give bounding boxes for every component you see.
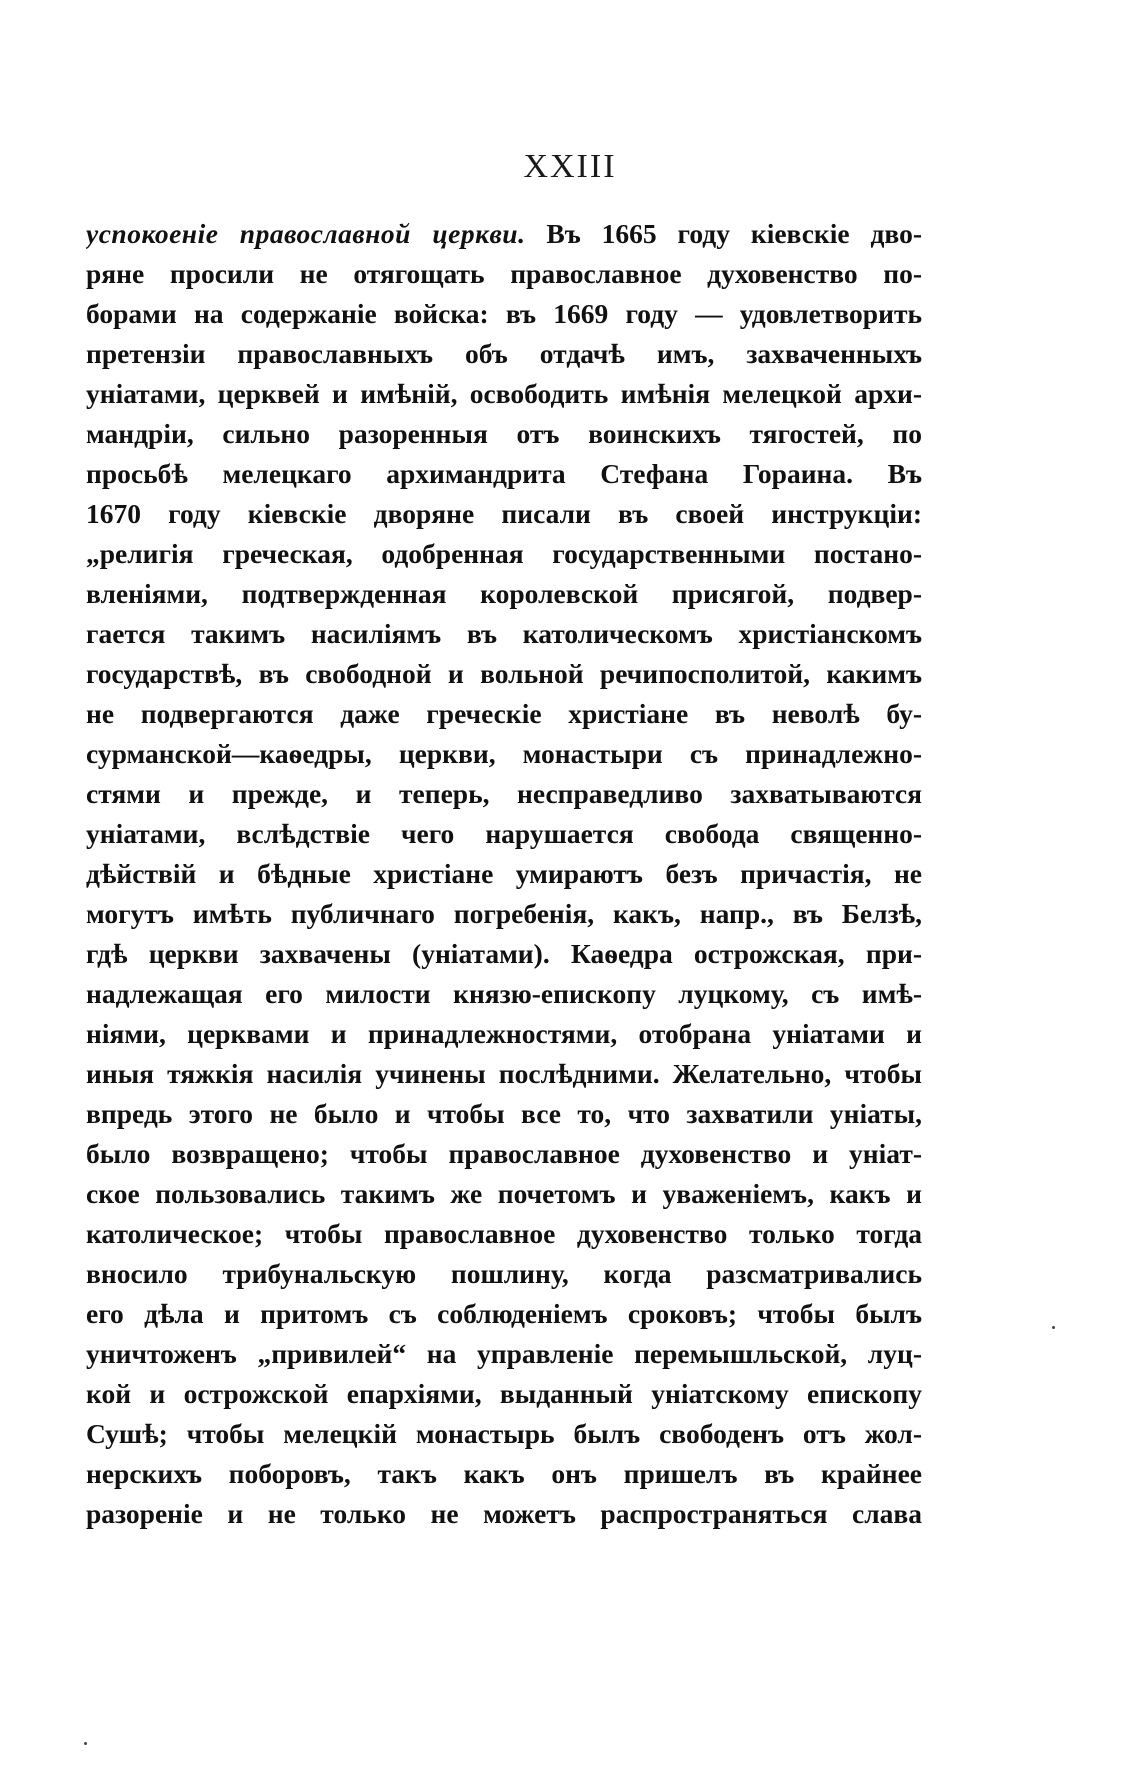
text-line: впредь этого не было и чтобы все то, что захватили уніаты, [86,1098,922,1129]
text-line: сурманской—каѳедры, церкви, монастыри съ принадлежно- [86,738,922,769]
text-line: нерскихъ поборовъ, такъ какъ онъ пришелъ въ крайнее [86,1458,922,1489]
text-line: просьбѣ мелецкаго архимандрита Стефана Гораина. Въ [86,458,922,489]
text-line: ніями, церквами и принадлежностями, отобрана уніатами и [86,1018,922,1049]
text-line: 1670 году кіевскіе дворяне писали въ своей инструкціи: [86,498,922,529]
text-line: Сушѣ; чтобы мелецкій монастырь былъ свободенъ отъ жол- [86,1418,922,1449]
text-line: претензіи православныхъ объ отдачѣ имъ, захваченныхъ [86,338,922,369]
text-line: уніатами, церквей и имѣній, освободить имѣнія мелецкой архи- [86,378,922,409]
text-line: ское пользовались такимъ же почетомъ и уваженіемъ, какъ и [86,1178,922,1209]
text-line: его дѣла и притомъ съ соблюденіемъ сроковъ; чтобы былъ [86,1298,922,1329]
page-number: XXIII [523,148,617,185]
text-line: могутъ имѣть публичнаго погребенія, какъ, напр., въ Белзѣ, [86,898,922,929]
text-line: вносило трибунальскую пошлину, когда разсматривались [86,1258,922,1289]
scan-speck [84,1742,87,1745]
text-line: мандріи, сильно разоренныя отъ воинскихъ тягостей, по [86,418,922,449]
text-line: иныя тяжкія насилія учинены послѣдними. Желательно, чтобы [86,1058,922,1089]
text-line: кой и острожской епархіями, выданный уніатскому епископу [86,1378,922,1409]
text-line: уніатами, вслѣдствіе чего нарушается свобода священно- [86,818,922,849]
text-line: стями и прежде, и теперь, несправедливо захватываются [86,778,922,809]
text-line: надлежащая его милости князю-епископу луцкому, съ имѣ- [86,978,922,1009]
text-line: гдѣ церкви захвачены (уніатами). Каѳедра острожская, при- [86,938,922,969]
text-line: католическое; чтобы православное духовенство только тогда [86,1218,922,1249]
text-line: не подвергаются даже греческіе христіане въ неволѣ бу- [86,698,922,729]
scan-speck [1052,1326,1055,1329]
body-text [86,214,922,1534]
text-line: дѣйствій и бѣдные христіане умираютъ безъ причастія, не [86,858,922,889]
text-line: разореніе и не только не можетъ распространяться слава [86,1498,922,1529]
first-line-rest: Въ 1665 году кіевскіе дво- [546,218,922,249]
text-line: государствѣ, въ свободной и вольной речипосполитой, какимъ [86,658,922,689]
text-line [86,214,922,254]
italic-lead-phrase: успокоеніе православной церкви. [86,218,526,249]
text-line: было возвращено; чтобы православное духовенство и уніат- [86,1138,922,1169]
text-line: борами на содержаніе войска: въ 1669 году — удовлетворить [86,298,922,329]
text-line: вленіями, подтвержденная королевской присягой, подвер- [86,578,922,609]
text-line: „религія греческая, одобренная государственными постано- [86,538,922,569]
text-line: гается такимъ насиліямъ въ католическомъ христіанскомъ [86,618,922,649]
text-line: ряне просили не отягощать православное духовенство по- [86,258,922,289]
text-line: уничтоженъ „привилей“ на управленіе перемышльской, луц- [86,1338,922,1369]
